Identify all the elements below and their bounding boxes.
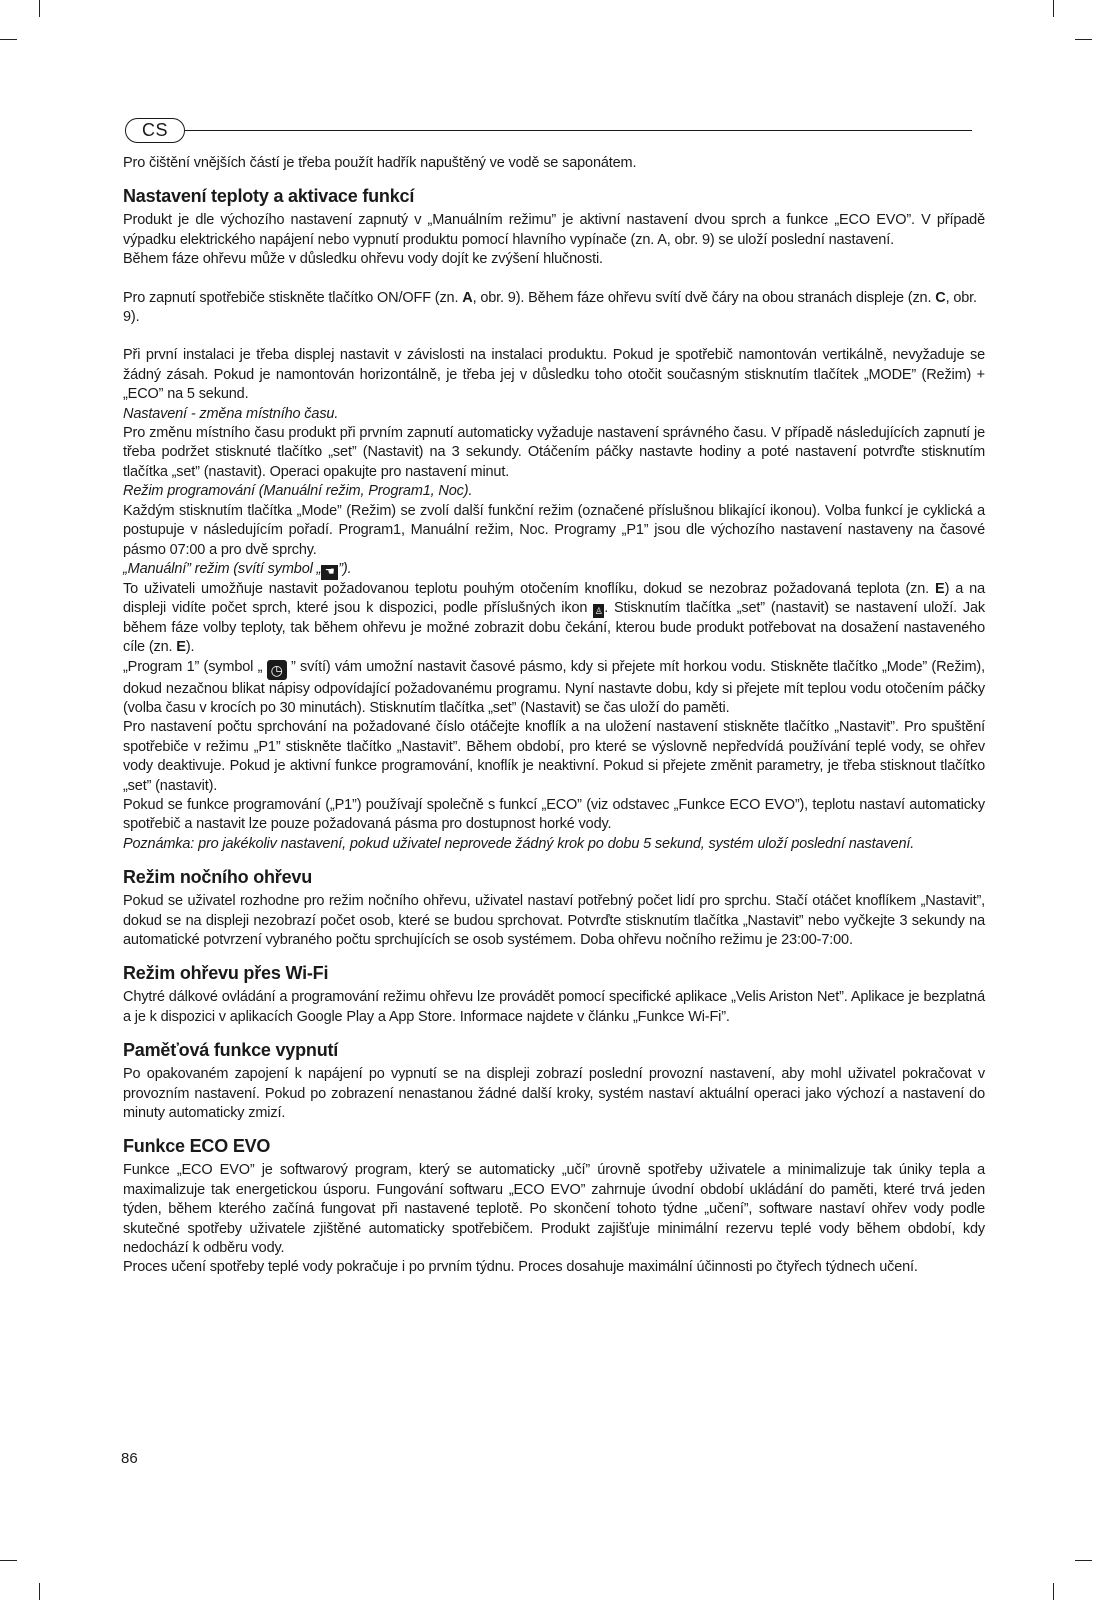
crop-mark	[1053, 0, 1054, 17]
crop-mark	[1053, 1583, 1054, 1600]
paragraph: Pro změnu místního času produkt při prvním zapnutí automaticky vyžaduje nastavení správného času. V případě následujících zapnutí je třeba podržet stisknuté tlačítko „set” (Nastavit) na 3 sekundy. Otáčením páčky nastavte hodiny a poté nastavení potvrďte stisknutím tlačítka „set” (nastavit). Operaci opakujte pro nastavení minut.	[123, 425, 985, 480]
paragraph: Funkce „ECO EVO” je softwarový program, který se automaticky „učí” úrovně spotřeby uživatele a minimalizuje tak úniky tepla a maximalizuje tak energetickou úsporu. Fungování softwaru „ECO EVO” zahrnuje úvodní období ukládání do paměti, které trvá jeden týden, během kterého začíná fungovat při nastavené teplotě. Po skončení tohoto týdne „učení”, software nastaví ohřev vody podle skutečné spotřeby uživatele zjištěné automaticky spotřebičem. Produkt zajišťuje minimální rezervu teplé vody během období, kdy nedochází k odběru vody.	[123, 1162, 985, 1257]
paragraph: To uživateli umožňuje nastavit požadovanou teplotu pouhým otočením knoflíku, dokud se nezobraz požadovaná teplota (zn. E) a na displeji vidíte počet sprch, které jsou k dispozici, podle příslušných ikon ♙ . Stisknutím tlačítka „set” (nastavit) se nastavení uloží. Jak během fáze volby teploty, tak během ohřevu je možné zobrazit dobu čekání, kterou bude produkt potřebovat na dosažení nastaveného cíle (zn. E).	[123, 580, 985, 656]
paragraph: Pro nastavení počtu sprchování na požadované číslo otáčejte knoflík a na uložení nastavení stiskněte tlačítko „Nastavit”. Pro spuštění spotřebiče v režimu „P1” stiskněte tlačítko „Nastavit”. Během období, pro které se výslovně nepředvídá používání teplé vody, se ohřev vody deaktivuje. Pokud je aktivní funkce programování, knoflík je neaktivní. Pokud si přejete změnit parametry, je třeba stisknout tlačítko „set” (nastavit).	[123, 719, 985, 794]
crop-mark	[1075, 1560, 1092, 1561]
paragraph: Proces učení spotřeby teplé vody pokračuje i po prvním týdnu. Proces dosahuje maximální účinnosti po čtyřech týdnech učení.	[123, 1259, 918, 1276]
paragraph: Produkt je dle výchozího nastavení zapnutý v „Manuálním režimu” je aktivní nastavení dvou sprch a funkce „ECO EVO”. V případě výpadku elektrického napájení nebo vypnutí produktu pomocí hlavního vypínače (zn. A, obr. 9) se uloží poslední nastavení.	[123, 212, 985, 248]
paragraph: Po opakovaném zapojení k napájení po vypnutí se na displeji zobrazí poslední provozní nastavení, aby mohl uživatel pokračovat v provozním nastavení. Pokud po zobrazení nenastanou žádné další kroky, systém nastaví aktuální operaci jako výchozí a nastavení do minuty automaticky zmizí.	[123, 1066, 985, 1122]
section-title: Režim nočního ohřevu	[123, 867, 313, 888]
paragraph: Během fáze ohřevu může v důsledku ohřevu vody dojít ke zvýšení hlučnosti.	[123, 251, 603, 268]
section-title: Funkce ECO EVO	[123, 1136, 271, 1157]
section-title: Režim ohřevu přes Wi-Fi	[123, 963, 329, 984]
clock-icon: ◷	[267, 660, 287, 680]
page-number: 86	[121, 1450, 138, 1467]
paragraph: Každým stisknutím tlačítka „Mode” (Režim) se zvolí další funkční režim (označené příslušnou blikající ikonou). Volba funkcí je cyklická a postupuje v následujícím pořadí. Program1, Manuální režim, Noc. Programy „P1” jsou dle výchozího nastavení nastaveny na časové pásmo 07:00 a pro dvě sprchy.	[123, 502, 985, 558]
paragraph: Pokud se funkce programování („P1”) používají společně s funkcí „ECO” (viz odstavec „Funkce ECO EVO”), teplotu nastaví automaticky spotřebič a nastavit lze pouze požadovaná pásma pro dostupnost horké vody.	[123, 796, 985, 833]
crop-mark	[0, 39, 17, 40]
language-badge: CS	[125, 118, 185, 143]
header-rule	[185, 130, 972, 131]
paragraph: „Program 1” (symbol „ ◷ ” svítí) vám umožní nastavit časové pásmo, kdy si přejete mít horkou vodu. Stiskněte tlačítko „Mode” (Režim), dokud nezačnou blikat nápisy odpovídající požadovanému programu. Nyní nastavte dobu, kdy si přejete mít teplou vodu otočením páčky (volba času v krocích po 30 minutách). Stisknutím tlačítka „set” (Nastavit) se čas uloží do paměti.	[123, 658, 985, 716]
hand-knob-icon: ☚	[321, 565, 338, 580]
crop-mark	[0, 1560, 17, 1561]
paragraph-subheading: Režim programování (Manuální režim, Program1, Noc).	[123, 483, 473, 500]
paragraph: Pro zapnutí spotřebiče stiskněte tlačítko ON/OFF (zn. A, obr. 9). Během fáze ohřevu svítí dvě čáry na obou stranách displeje (zn. C, obr. 9).	[123, 289, 977, 326]
section-title: Paměťová funkce vypnutí	[123, 1040, 339, 1061]
paragraph: Pokud se uživatel rozhodne pro režim nočního ohřevu, uživatel nastaví potřebný počet lidí pro sprchu. Stačí otáčet knoflíkem „Nastavit”, dokud se na displeji nezobrazí počet osob, které se budou sprchovat. Potvrďte stisknutím tlačítka „Nastavit” nebo vyčkejte 3 sekundy na automatické potvrzení vybraného počtu sprchujících se osob systémem. Doba ohřevu nočního režimu je 23:00-7:00.	[123, 893, 985, 948]
note-paragraph: Poznámka: pro jakékoliv nastavení, pokud uživatel neprovede žádný krok po dobu 5 sekund, systém uloží poslední nastavení.	[123, 835, 915, 852]
paragraph-subheading: Nastavení - změna místního času.	[123, 405, 339, 422]
crop-mark	[1075, 39, 1092, 40]
page-content	[123, 154, 985, 1278]
crop-mark	[39, 1583, 40, 1600]
paragraph: Chytré dálkové ovládání a programování režimu ohřevu lze provádět pomocí specifické aplikace „Velis Ariston Net”. Aplikace je bezplatná a je k dispozici v aplikacích Google Play a App Store. Informace najdete v článku „Funkce Wi-Fi”.	[123, 989, 985, 1025]
paragraph-subheading: „Manuální” režim (svítí symbol „ ☚ ”).	[123, 560, 352, 578]
shower-person-icon: ♙	[594, 606, 603, 617]
section-title: Nastavení teploty a aktivace funkcí	[123, 186, 415, 207]
paragraph: Při první instalaci je třeba displej nastavit v závislosti na instalaci produktu. Pokud je spotřebič namontován vertikálně, nevyžaduje se žádný zásah. Pokud je namontován horizontálně, je třeba jej v důsledku toho otočit současným stisknutím tlačítek „MODE” (Režim) + „ECO” na 5 sekund.	[123, 347, 985, 403]
crop-mark	[39, 0, 40, 17]
intro-paragraph: Pro čištění vnějších částí je třeba použít hadřík napuštěný ve vodě se saponátem.	[123, 155, 637, 171]
